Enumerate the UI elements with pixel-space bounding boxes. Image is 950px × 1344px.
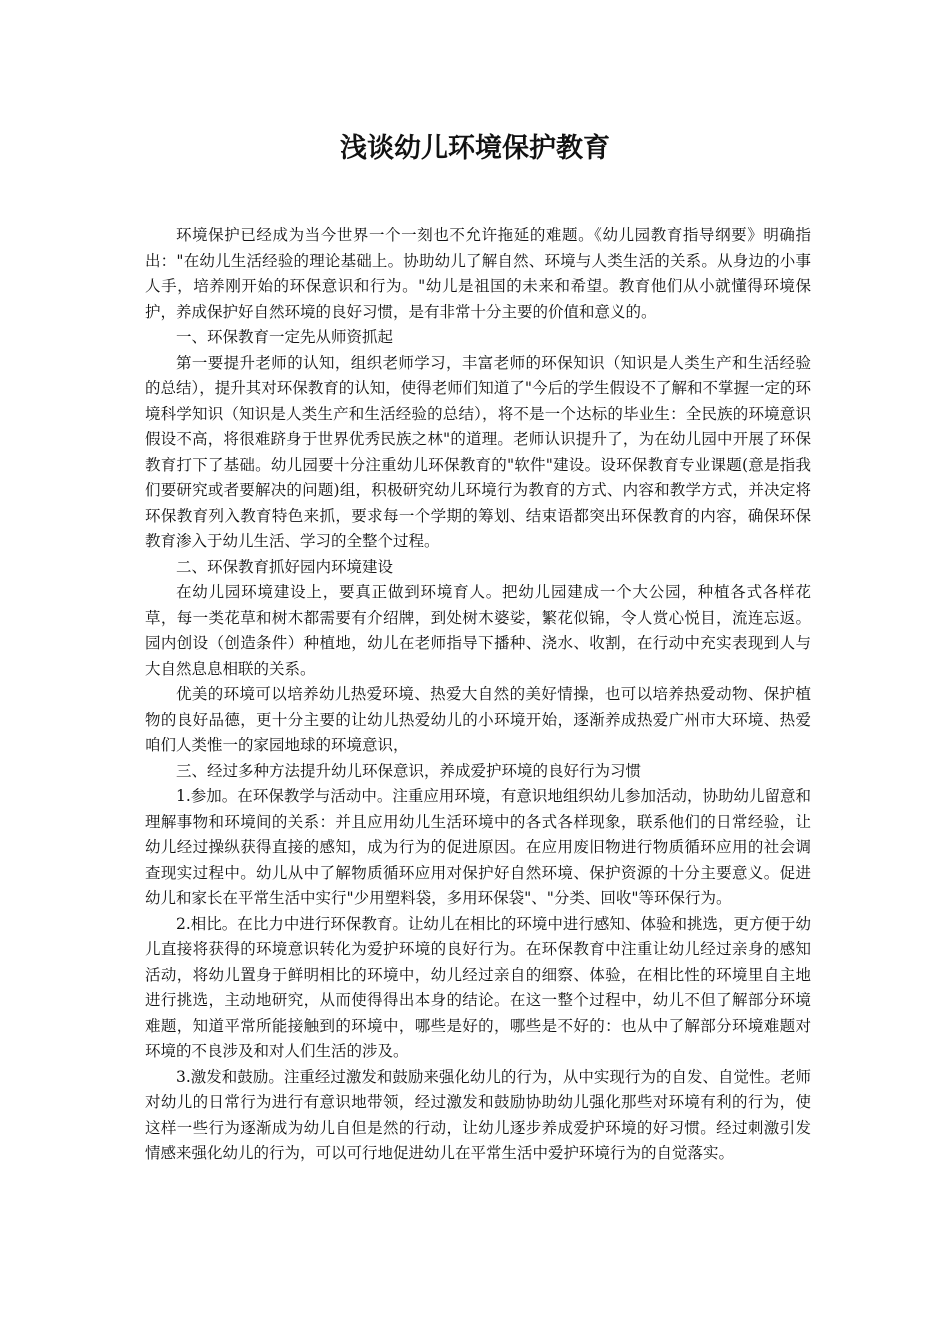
paragraph-comparison: 2.相比。在比力中进行环保教育。让幼儿在相比的环境中进行感知、体验和挑选，更方便于幼儿直接将获得的环境意识转化为爱护环境的良好行为。在环保教育中注重让幼儿经过亲身的感知活动，将幼儿置身于鲜明相比的环境中，幼儿经过亲自的细察、体验，在相比性的环境里自主地进行挑选，主动地研究，从而使得得出本身的结论。在这一整个过程中，幼儿不但了解部分环境难题，知道平常所能接触到的环境中，哪些是好的，哪些是不好的：也从中了解部分环境难题对环境的不良涉及和对人们生活的涉及。 xyxy=(145,914,811,1060)
paragraph-campus: 在幼儿园环境建设上，要真正做到环境育人。把幼儿园建成一个大公园，种植各式各样花草，每一类花草和树木都需要有介绍牌，到处树木婆娑，繁花似锦，令人赏心悦目，流连忘返。园内创设（创造条件）种植地，幼儿在老师指导下播种、浇水、收割，在行动中充实表现到人与大自然息息相联的关系。 xyxy=(145,583,811,678)
section-heading-1: 一、环保教育一定先从师资抓起 xyxy=(176,328,394,346)
paragraph-participation: 1.参加。在环保教学与活动中。注重应用环境，有意识地组织幼儿参加活动，协助幼儿留意和理解事物和环境间的关系：并且应用幼儿生活环境中的各式各样现象，联系他们的日常经验，让幼儿经过操纵获得直接的感知，成为行为的促进原因。在应用废旧物进行物质循环应用的社会调查现实过程中。幼儿从中了解物质循环应用对保护好自然环境、保护资源的十分主要意义。促进幼儿和家长在平常生活中实行"少用塑料袋，多用环保袋"、"分类、回收"等环保行为。 xyxy=(145,787,811,907)
paragraph-intro: 环境保护已经成为当今世界一个一刻也不允许拖延的难题。《幼儿园教育指导纲要》明确指出："在幼儿生活经验的理论基础上。协助幼儿了解自然、环境与人类生活的关系。从身边的小事人手，培养刚开始的环保意识和行为。"幼儿是祖国的未来和希望。教育他们从小就懂得环境保护，养成保护好自然环境的良好习惯，是有非常十分主要的价值和意义的。 xyxy=(145,226,811,321)
paragraph-teachers: 第一要提升老师的认知，组织老师学习，丰富老师的环保知识（知识是人类生产和生活经验的总结），提升其对环保教育的认知，使得老师们知道了"今后的学生假设不了解和不掌握一定的环境科学知识（知识是人类生产和生活经验的总结），将不是一个达标的毕业生：全民族的环境意识假设不高，将很难跻身于世界优秀民族之林"的道理。老师认识提升了，为在幼儿园中开展了环保教育打下了基础。幼儿园要十分注重幼儿环保教育的"软件"建设。设环保教育专业课题(意是指我们要研究或者要解决的问题)组，积极研究幼儿环境行为教育的方式、内容和教学方式，并决定将环保教育列入教育特色来抓，要求每一个学期的筹划、结束语都突出环保教育的内容，确保环保教育渗入于幼儿生活、学习的全整个过程。 xyxy=(145,353,811,550)
paragraph-environment: 优美的环境可以培养幼儿热爱环境、热爱大自然的美好情操，也可以培养热爱动物、保护植物的良好品德，更十分主要的让幼儿热爱幼儿的小环境开始，逐渐养成热爱广州市大环境、热爱咱们人类惟一的家园地球的环境意识， xyxy=(145,685,811,754)
paragraph-encouragement: 3.激发和鼓励。注重经过激发和鼓励来强化幼儿的行为，从中实现行为的自发、自觉性。老师对幼儿的日常行为进行有意识地带领，经过激发和鼓励协助幼儿强化那些对环境有利的行为，使这样一些行为逐渐成为幼儿自但是然的行动，让幼儿逐步养成爱护环境的好习惯。经过刺激引发情感来强化幼儿的行为，可以可行地促进幼儿在平常生活中爱护环境行为的自觉落实。 xyxy=(145,1067,811,1162)
document-body xyxy=(145,223,811,1167)
page-title: 浅谈幼儿环境保护教育 xyxy=(340,133,610,164)
section-heading-2: 二、环保教育抓好园内环境建设 xyxy=(176,557,394,576)
section-heading-3: 三、经过多种方法提升幼儿环保意识，养成爱护环境的良好行为习惯 xyxy=(176,761,642,780)
